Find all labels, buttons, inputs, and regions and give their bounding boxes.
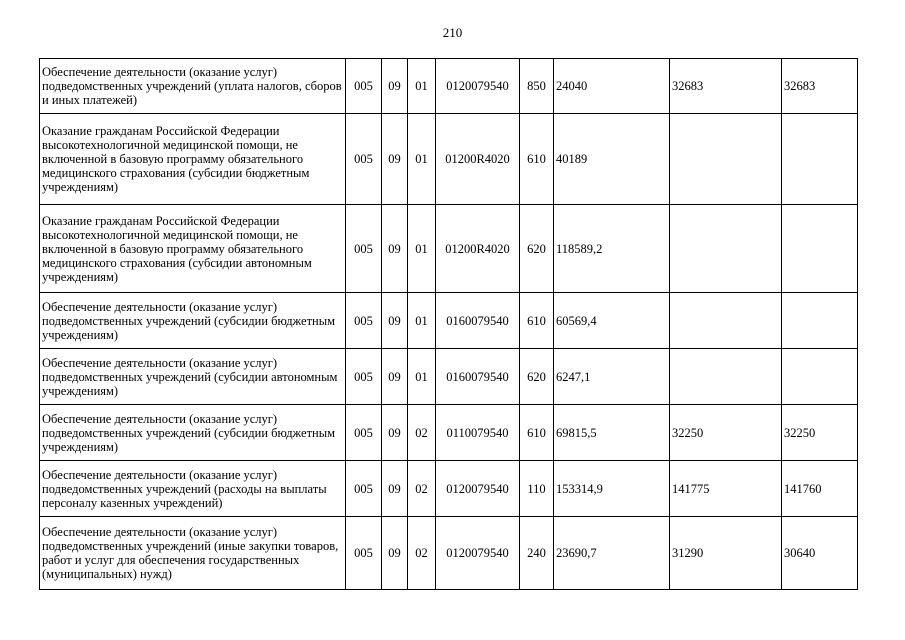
target-article-cell: 0160079540 bbox=[436, 293, 520, 349]
ministry-code-cell: 005 bbox=[346, 205, 382, 293]
expense-name-cell: Оказание гражданам Российской Федерации высокотехнологичной медицинской помощи, не включенной в базовую программу обязательного медицинского страхования (субсидии автономным учреждениям) bbox=[40, 205, 346, 293]
subsection-code-cell: 01 bbox=[408, 114, 436, 205]
amount-1-cell: 153314,9 bbox=[554, 461, 670, 517]
target-article-cell: 0120079540 bbox=[436, 461, 520, 517]
amount-2-cell bbox=[670, 114, 782, 205]
table-row bbox=[40, 293, 858, 349]
subsection-code-cell: 02 bbox=[408, 405, 436, 461]
amount-3-cell bbox=[782, 114, 858, 205]
amount-2-cell: 32683 bbox=[670, 59, 782, 114]
subsection-code-cell: 01 bbox=[408, 349, 436, 405]
amount-2-cell bbox=[670, 205, 782, 293]
expense-name-cell: Обеспечение деятельности (оказание услуг) подведомственных учреждений (уплата налогов, сборов и иных платежей) bbox=[40, 59, 346, 114]
expense-type-cell: 110 bbox=[520, 461, 554, 517]
expense-type-cell: 610 bbox=[520, 405, 554, 461]
expense-name-cell: Обеспечение деятельности (оказание услуг) подведомственных учреждений (иные закупки товаров, работ и услуг для обеспечения государственных (муниципальных) нужд) bbox=[40, 517, 346, 590]
section-code-cell: 09 bbox=[382, 405, 408, 461]
amount-1-cell: 23690,7 bbox=[554, 517, 670, 590]
ministry-code-cell: 005 bbox=[346, 405, 382, 461]
amount-2-cell bbox=[670, 349, 782, 405]
ministry-code-cell: 005 bbox=[346, 349, 382, 405]
ministry-code-cell: 005 bbox=[346, 114, 382, 205]
amount-3-cell: 32250 bbox=[782, 405, 858, 461]
amount-1-cell: 69815,5 bbox=[554, 405, 670, 461]
table-row bbox=[40, 114, 858, 205]
expense-name-cell: Обеспечение деятельности (оказание услуг) подведомственных учреждений (субсидии бюджетным учреждениям) bbox=[40, 293, 346, 349]
ministry-code-cell: 005 bbox=[346, 461, 382, 517]
table-row bbox=[40, 461, 858, 517]
amount-3-cell bbox=[782, 205, 858, 293]
expense-type-cell: 610 bbox=[520, 114, 554, 205]
amount-2-cell: 31290 bbox=[670, 517, 782, 590]
subsection-code-cell: 02 bbox=[408, 517, 436, 590]
expense-type-cell: 240 bbox=[520, 517, 554, 590]
section-code-cell: 09 bbox=[382, 114, 408, 205]
amount-2-cell: 32250 bbox=[670, 405, 782, 461]
table-row bbox=[40, 405, 858, 461]
table-row bbox=[40, 517, 858, 590]
section-code-cell: 09 bbox=[382, 461, 408, 517]
section-code-cell: 09 bbox=[382, 349, 408, 405]
amount-3-cell: 30640 bbox=[782, 517, 858, 590]
ministry-code-cell: 005 bbox=[346, 517, 382, 590]
amount-2-cell: 141775 bbox=[670, 461, 782, 517]
amount-3-cell: 141760 bbox=[782, 461, 858, 517]
expense-name-cell: Обеспечение деятельности (оказание услуг) подведомственных учреждений (субсидии бюджетным учреждениям) bbox=[40, 405, 346, 461]
ministry-code-cell: 005 bbox=[346, 293, 382, 349]
target-article-cell: 0160079540 bbox=[436, 349, 520, 405]
table-row bbox=[40, 205, 858, 293]
target-article-cell: 0110079540 bbox=[436, 405, 520, 461]
amount-3-cell bbox=[782, 349, 858, 405]
target-article-cell: 01200R4020 bbox=[436, 205, 520, 293]
amount-1-cell: 24040 bbox=[554, 59, 670, 114]
target-article-cell: 01200R4020 bbox=[436, 114, 520, 205]
amount-1-cell: 40189 bbox=[554, 114, 670, 205]
budget-table bbox=[39, 58, 858, 590]
amount-1-cell: 6247,1 bbox=[554, 349, 670, 405]
section-code-cell: 09 bbox=[382, 205, 408, 293]
subsection-code-cell: 01 bbox=[408, 59, 436, 114]
subsection-code-cell: 01 bbox=[408, 293, 436, 349]
amount-1-cell: 60569,4 bbox=[554, 293, 670, 349]
expense-type-cell: 850 bbox=[520, 59, 554, 114]
section-code-cell: 09 bbox=[382, 517, 408, 590]
subsection-code-cell: 01 bbox=[408, 205, 436, 293]
amount-2-cell bbox=[670, 293, 782, 349]
table-row bbox=[40, 349, 858, 405]
amount-3-cell bbox=[782, 293, 858, 349]
expense-type-cell: 610 bbox=[520, 293, 554, 349]
expense-type-cell: 620 bbox=[520, 205, 554, 293]
expense-name-cell: Оказание гражданам Российской Федерации высокотехнологичной медицинской помощи, не включенной в базовую программу обязательного медицинского страхования (субсидии бюджетным учреждениям) bbox=[40, 114, 346, 205]
expense-name-cell: Обеспечение деятельности (оказание услуг) подведомственных учреждений (расходы на выплаты персоналу казенных учреждений) bbox=[40, 461, 346, 517]
amount-3-cell: 32683 bbox=[782, 59, 858, 114]
expense-name-cell: Обеспечение деятельности (оказание услуг) подведомственных учреждений (субсидии автономным учреждениям) bbox=[40, 349, 346, 405]
section-code-cell: 09 bbox=[382, 293, 408, 349]
section-code-cell: 09 bbox=[382, 59, 408, 114]
ministry-code-cell: 005 bbox=[346, 59, 382, 114]
table-row bbox=[40, 59, 858, 114]
expense-type-cell: 620 bbox=[520, 349, 554, 405]
amount-1-cell: 118589,2 bbox=[554, 205, 670, 293]
target-article-cell: 0120079540 bbox=[436, 59, 520, 114]
subsection-code-cell: 02 bbox=[408, 461, 436, 517]
target-article-cell: 0120079540 bbox=[436, 517, 520, 590]
page-number: 210 bbox=[442, 25, 463, 40]
